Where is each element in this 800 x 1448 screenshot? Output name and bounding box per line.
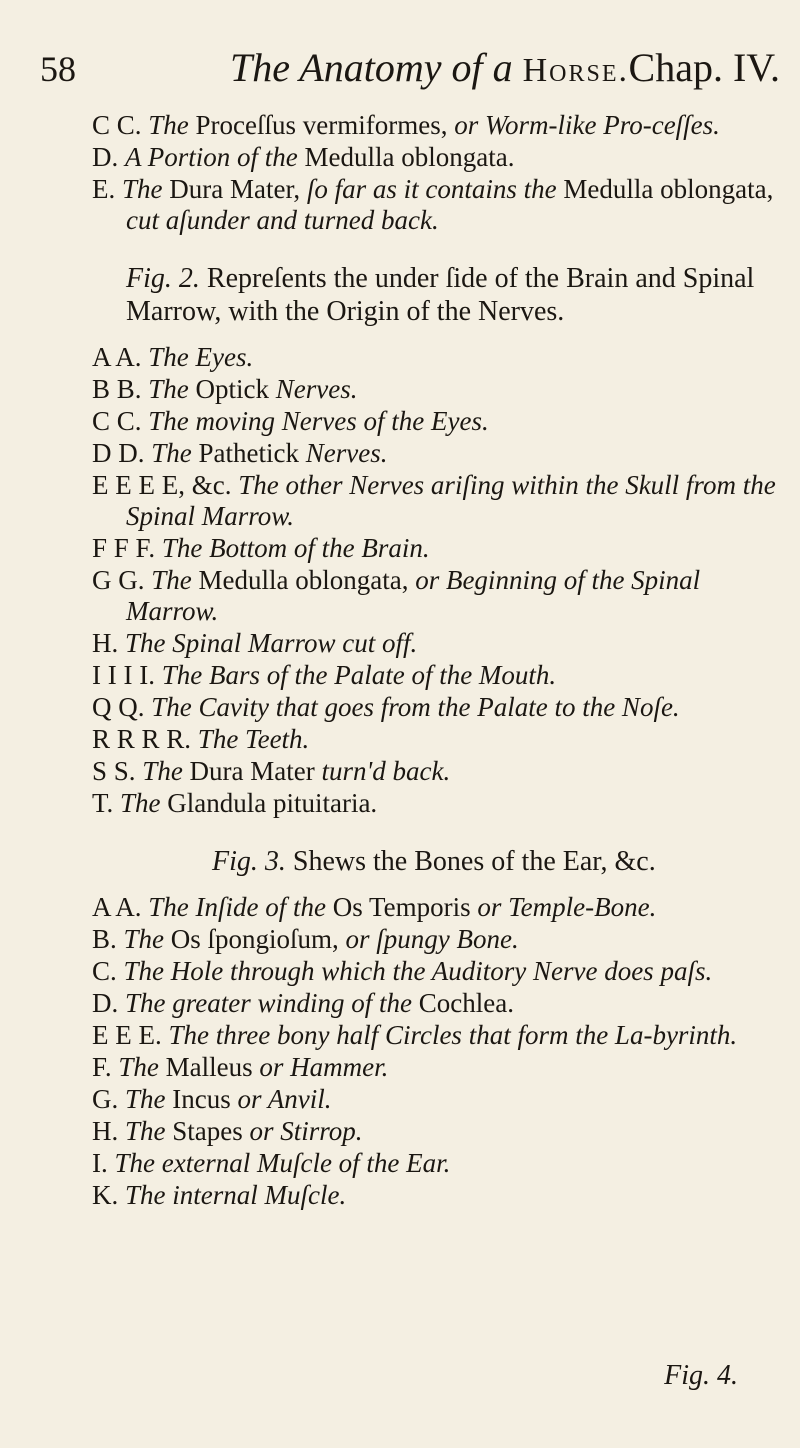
fig2-caption (92, 262, 782, 328)
entry-text: or Temple-Bone. (477, 892, 657, 922)
running-title (230, 44, 629, 91)
entry-label: D D. (92, 438, 152, 468)
entry-text: or Worm-like Pro-ceſſes. (454, 110, 720, 140)
entry-text: The (122, 174, 163, 204)
entry-text: The (142, 756, 183, 786)
entry-text: The Eyes. (148, 342, 254, 372)
entry-label: R R R R. (92, 724, 198, 754)
entry-label: I. (92, 1148, 115, 1178)
entry-text: Stapes (165, 1116, 250, 1146)
entry-text: The internal Muſcle. (125, 1180, 347, 1210)
entry-text: The (148, 110, 189, 140)
legend-entry (92, 533, 782, 564)
fig2-label: Fig. 2. (126, 263, 200, 294)
entry-text: Dura Mater (182, 756, 322, 786)
entry-text: Medulla oblongata, (191, 565, 416, 595)
fig3-label: Fig. 3. (212, 846, 286, 877)
legend-entry (92, 1084, 782, 1115)
entry-text: or Anvil. (237, 1084, 332, 1114)
entry-text: The other Nerves ariſing within the Skull from the Spinal Marrow. (126, 470, 776, 531)
entry-label: C C. (92, 406, 149, 436)
entry-text: The moving Nerves of the Eyes. (148, 406, 489, 436)
page-number: 58 (40, 49, 76, 89)
legend-entry (92, 1020, 782, 1051)
entry-label: C C. (92, 110, 149, 140)
entry-text: The Bars of the Palate of the Mouth. (161, 660, 557, 690)
entry-label: A A. (92, 892, 149, 922)
entry-text: The Inſide of the (148, 892, 326, 922)
entry-label: E E E. (92, 1020, 169, 1050)
entry-text: or Beginning of the Spinal Marrow. (126, 565, 701, 626)
legend-entry (92, 1148, 782, 1179)
catchword: Fig. 4. (664, 1360, 738, 1391)
entry-text: The Hole through which the Auditory Nerve does paſs. (123, 956, 713, 986)
entry-text: Malleus (158, 1052, 260, 1082)
legend-entry (92, 406, 782, 437)
entry-text: The Spinal Marrow cut off. (125, 628, 418, 658)
entry-label: I I I I. (92, 660, 162, 690)
entry-text: turn'd back. (321, 756, 451, 786)
legend-entry (92, 342, 782, 373)
entry-text: Os Temporis (326, 892, 478, 922)
legend-entry (92, 174, 782, 236)
entry-text: The Cavity that goes from the Palate to the Noſe. (151, 692, 680, 722)
entry-text: or Hammer. (259, 1052, 389, 1082)
running-title-italic: The Anatomy of a (230, 45, 513, 90)
entry-text: or Stirrop. (249, 1116, 363, 1146)
legend-entry (92, 142, 782, 173)
entry-label: S S. (92, 756, 143, 786)
entry-text: The three bony half Circles that form the La-byrinth. (168, 1020, 738, 1050)
fig3-caption (92, 845, 782, 878)
entry-label: B. (92, 924, 124, 954)
entry-label: G G. (92, 565, 152, 595)
legend-entry (92, 110, 782, 141)
entry-text: A Portion of the (125, 142, 298, 172)
entry-text: Os ſpongioſum, (164, 924, 346, 954)
entry-text: Dura Mater, (162, 174, 307, 204)
entry-text: The Bottom of the Brain. (161, 533, 430, 563)
entry-text: The (151, 438, 192, 468)
entry-text: Incus (165, 1084, 238, 1114)
running-title-smallcaps: Horse. (522, 52, 629, 89)
entry-label: E. (92, 174, 122, 204)
entry-text: Proceſſus vermiformes, (188, 110, 455, 140)
fig2-entries (92, 342, 782, 819)
legend-entry (92, 1180, 782, 1211)
entry-text: The greater winding of the (125, 988, 412, 1018)
entry-text: Pathetick (191, 438, 306, 468)
page-body (92, 110, 782, 1212)
entry-text: The (148, 374, 189, 404)
entry-label: Q Q. (92, 692, 152, 722)
entry-text: or ſpungy Bone. (345, 924, 519, 954)
running-header (40, 42, 780, 92)
legend-entry (92, 692, 782, 723)
fig2-text: Repreſents the under ſide of the Brain and Spinal Marrow, with the Origin of the Nerves. (126, 263, 755, 327)
entry-label: K. (92, 1180, 125, 1210)
fig3-entries (92, 892, 782, 1211)
entry-text: The (118, 1052, 159, 1082)
fig3-text: Shews the Bones of the Ear, &c. (292, 846, 656, 877)
legend-entry (92, 438, 782, 469)
entry-text: Nerves. (275, 374, 358, 404)
entry-text: The (151, 565, 192, 595)
chapter-label: Chap. IV. (628, 45, 780, 90)
entry-label: E E E E, &c. (92, 470, 239, 500)
entry-text: The external Muſcle of the Ear. (114, 1148, 451, 1178)
legend-entry (92, 892, 782, 923)
fig1-entries (92, 110, 782, 236)
entry-text: Glandula pituitaria. (160, 788, 378, 818)
entry-text: cut aſunder and turned back. (126, 205, 439, 235)
legend-entry (92, 924, 782, 955)
entry-text: Medulla oblongata, (556, 174, 774, 204)
entry-text: Optick (188, 374, 276, 404)
entry-label: H. (92, 1116, 125, 1146)
legend-entry (92, 988, 782, 1019)
entry-label: F. (92, 1052, 119, 1082)
legend-entry (92, 628, 782, 659)
entry-text: The (123, 924, 165, 954)
entry-text: Medulla oblongata. (297, 142, 515, 172)
entry-label: B B. (92, 374, 149, 404)
entry-text: ſo far as it contains the (306, 174, 557, 204)
legend-entry (92, 470, 782, 532)
legend-entry (92, 724, 782, 755)
entry-text: Cochlea. (411, 988, 514, 1018)
entry-text: The Teeth. (197, 724, 310, 754)
legend-entry (92, 374, 782, 405)
legend-entry (92, 788, 782, 819)
entry-text: Nerves. (305, 438, 388, 468)
entry-text: The (125, 1084, 166, 1114)
legend-entry (92, 565, 782, 627)
entry-label: G. (92, 1084, 125, 1114)
entry-label: T. (92, 788, 120, 818)
entry-label: F F F. (92, 533, 162, 563)
legend-entry (92, 756, 782, 787)
entry-label: A A. (92, 342, 149, 372)
legend-entry (92, 1052, 782, 1083)
entry-text: The (120, 788, 161, 818)
entry-label: C. (92, 956, 124, 986)
entry-label: D. (92, 988, 125, 1018)
legend-entry (92, 956, 782, 987)
legend-entry (92, 660, 782, 691)
entry-label: D. (92, 142, 125, 172)
legend-entry (92, 1116, 782, 1147)
entry-text: The (125, 1116, 166, 1146)
entry-label: H. (92, 628, 125, 658)
